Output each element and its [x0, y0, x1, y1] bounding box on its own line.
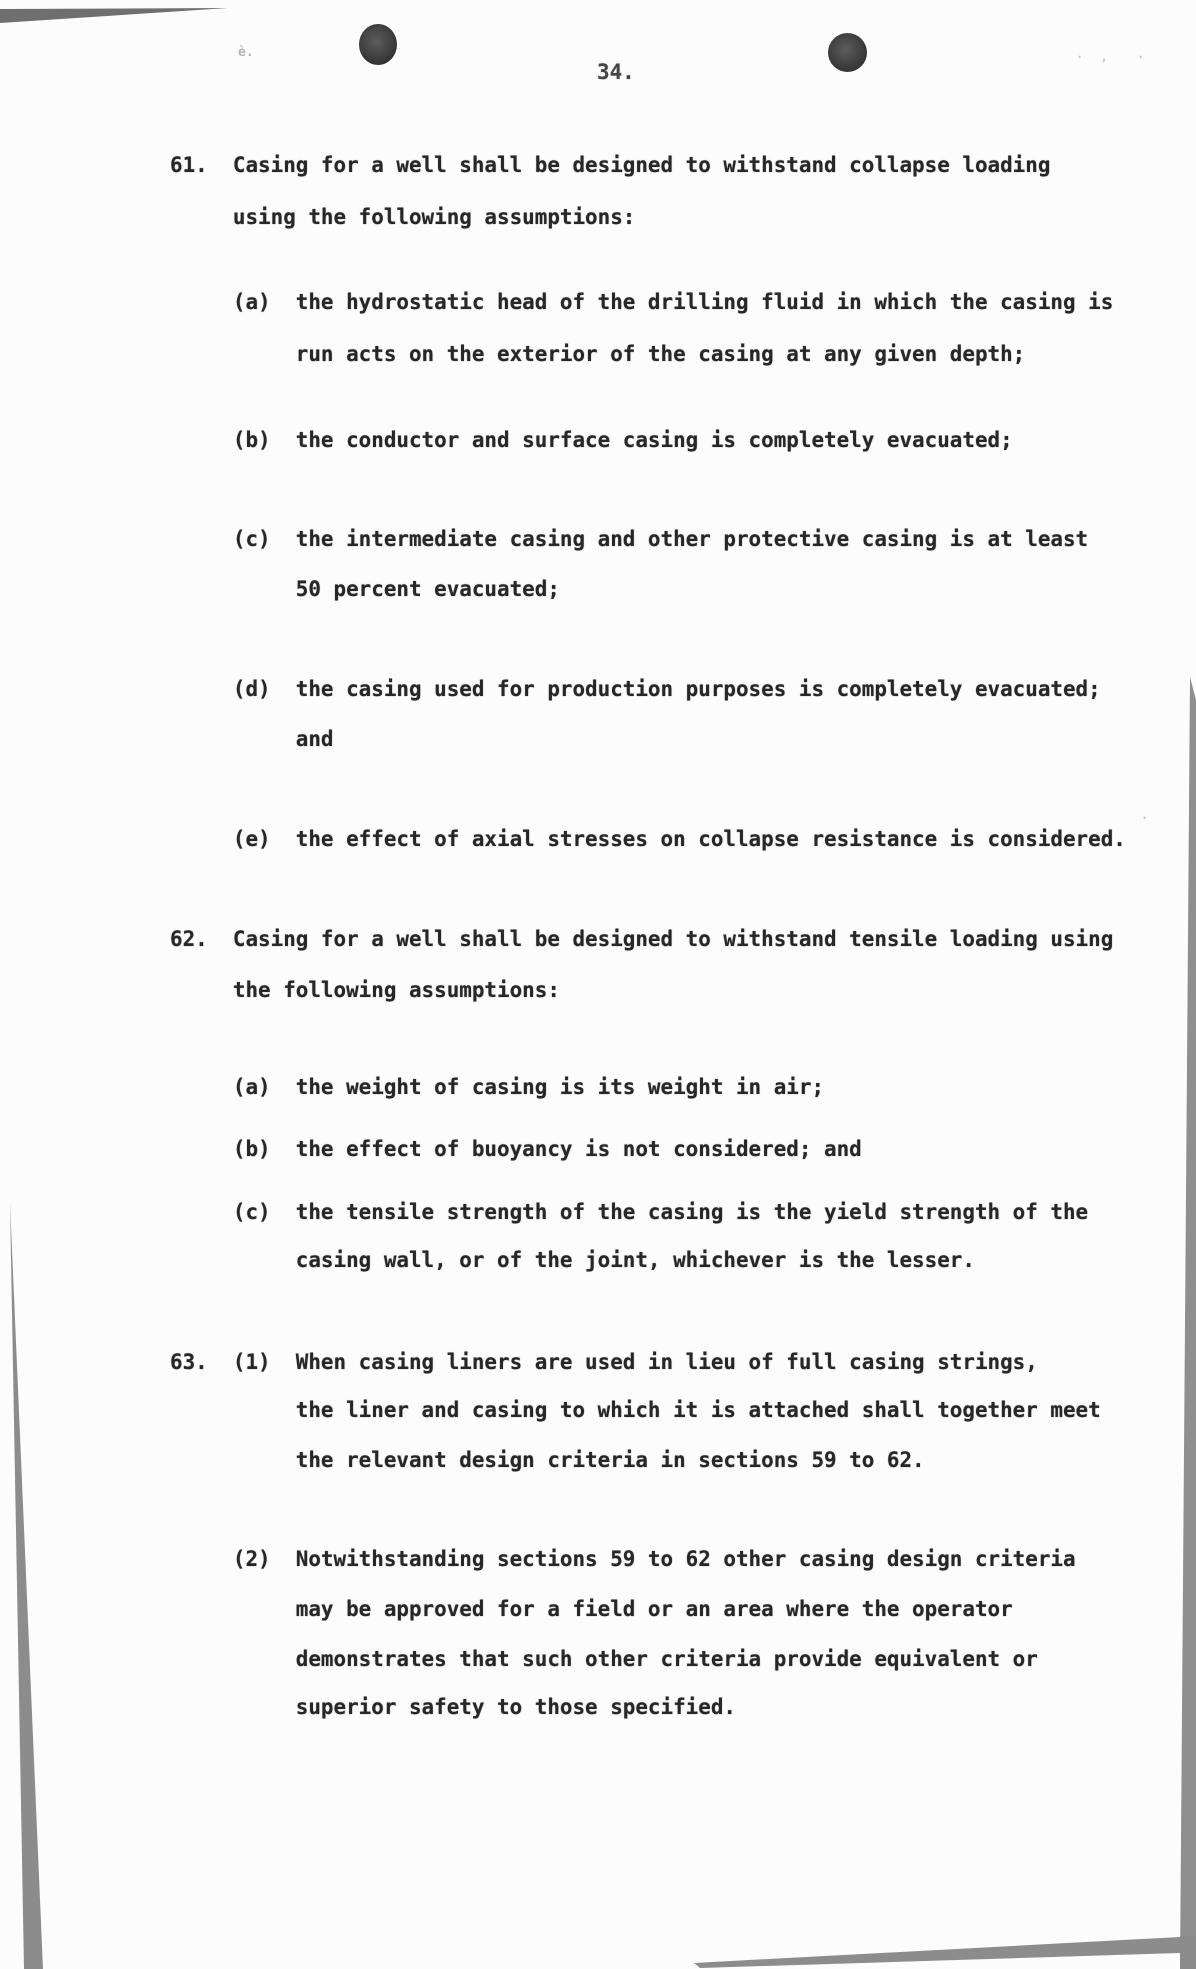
paper-edge-shadow-right	[1180, 677, 1196, 1969]
line-63-sub-2-3: demonstrates that such other criteria provide equivalent or	[170, 1647, 1038, 1671]
smudge-after-item-e: ·	[1141, 811, 1149, 825]
hole-punch-mark-left	[359, 24, 397, 65]
line-61-item-a-1: (a) the hydrostatic head of the drilling fluid in which the casing is	[170, 290, 1114, 314]
paper-edge-shadow-top-left	[0, 8, 228, 23]
line-63-sub-1-3: the relevant design criteria in sections 59 to 62.	[170, 1448, 925, 1472]
line-62-item-b: (b) the effect of buoyancy is not considered; and	[170, 1137, 862, 1161]
smudge-top-left: è.	[238, 45, 254, 60]
hole-punch-mark-right	[828, 33, 867, 72]
line-61-item-b: (b) the conductor and surface casing is completely evacuated;	[170, 428, 1013, 452]
line-section-62-intro-1: 62. Casing for a well shall be designed to withstand tensile loading using	[170, 927, 1114, 951]
paper-edge-shadow-left	[10, 1203, 43, 1969]
line-63-sub-1-2: the liner and casing to which it is attached shall together meet	[170, 1398, 1101, 1422]
paper-edge-shadow-bottom	[694, 1937, 1180, 1968]
line-61-item-a-2: run acts on the exterior of the casing at any given depth;	[170, 342, 1026, 366]
line-61-item-d-2: and	[170, 727, 334, 751]
line-section-61-intro-2: using the following assumptions:	[170, 205, 636, 229]
page-number: 34.	[597, 60, 635, 84]
line-63-sub-2-2: may be approved for a field or an area where the operator	[170, 1597, 1013, 1621]
paper-edge-shadow-bottom-right-corner	[1180, 1936, 1196, 1969]
line-61-item-e: (e) the effect of axial stresses on collapse resistance is considered.	[170, 827, 1126, 851]
line-61-item-d-1: (d) the casing used for production purposes is completely evacuated;	[170, 677, 1101, 701]
line-62-item-a: (a) the weight of casing is its weight in air;	[170, 1075, 825, 1099]
smudge-top-right: · , ·	[1076, 50, 1150, 64]
line-62-item-c-2: casing wall, or of the joint, whichever is the lesser.	[170, 1248, 975, 1272]
line-section-62-intro-2: the following assumptions:	[170, 978, 560, 1002]
line-63-sub-2-1: (2) Notwithstanding sections 59 to 62 other casing design criteria	[170, 1547, 1076, 1571]
line-62-item-c-1: (c) the tensile strength of the casing is the yield strength of the	[170, 1200, 1089, 1224]
line-section-61-intro-1: 61. Casing for a well shall be designed to withstand collapse loading	[170, 153, 1051, 177]
line-63-sub-1-1: 63. (1) When casing liners are used in lieu of full casing strings,	[170, 1350, 1038, 1374]
line-63-sub-2-4: superior safety to those specified.	[170, 1695, 736, 1719]
line-61-item-c-1: (c) the intermediate casing and other protective casing is at least	[170, 527, 1089, 551]
line-61-item-c-2: 50 percent evacuated;	[170, 577, 560, 601]
